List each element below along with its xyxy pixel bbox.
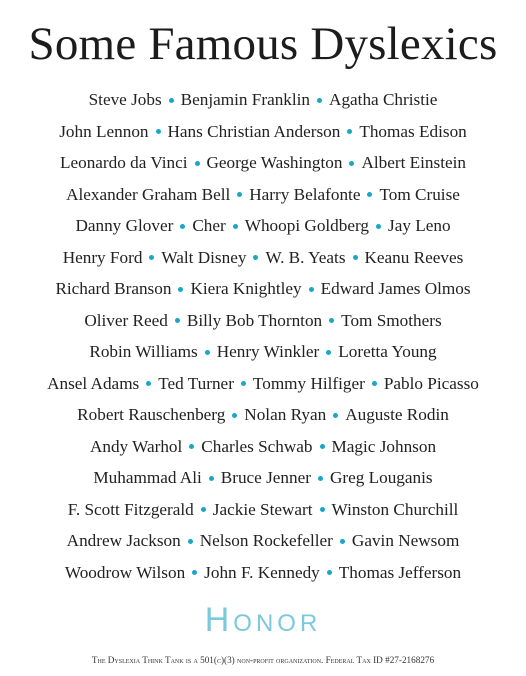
person-name: Woodrow Wilson [64, 562, 186, 582]
name-row [0, 116, 526, 148]
person-name: Richard Branson [55, 279, 172, 298]
person-name: Hans Christian Anderson [167, 121, 341, 141]
person-name: Leonardo da Vinci [59, 153, 188, 172]
separator-dot-icon [205, 350, 210, 355]
name-row [0, 494, 526, 526]
person-name: Tom Smothers [341, 310, 442, 330]
person-name: Thomas Edison [359, 121, 467, 141]
name-row [0, 431, 526, 463]
person-name: Kiera Knightley [190, 279, 302, 298]
separator-dot-icon [376, 224, 381, 229]
separator-dot-icon [347, 129, 352, 134]
separator-dot-icon [178, 287, 183, 292]
name-row [0, 462, 526, 494]
name-row [0, 336, 526, 368]
separator-dot-icon [367, 192, 372, 197]
separator-dot-icon [169, 98, 174, 103]
separator-dot-icon [253, 255, 258, 260]
person-name: Andrew Jackson [66, 531, 181, 550]
person-name: Robert Rauschenberg [77, 405, 226, 424]
separator-dot-icon [353, 255, 358, 260]
separator-dot-icon [156, 129, 161, 134]
separator-dot-icon [180, 224, 185, 229]
person-name: Henry Winkler [216, 342, 320, 361]
person-name: Tom Cruise [379, 184, 460, 204]
person-name: Agatha Christie [329, 90, 438, 109]
person-name: George Washington [206, 153, 343, 172]
person-name: Alexander Graham Bell [66, 184, 231, 204]
person-name: Ansel Adams [47, 373, 140, 393]
separator-dot-icon [233, 224, 238, 229]
person-name: John Lennon [59, 121, 149, 141]
footer-note: The Dyslexia Think Tank is a 501(c)(3) non-profit organization. Federal Tax ID #27-2168276 [91, 655, 435, 665]
separator-dot-icon [372, 381, 377, 386]
person-name: Albert Einstein [361, 153, 466, 172]
separator-dot-icon [318, 476, 323, 481]
person-name: Keanu Reeves [364, 247, 464, 267]
separator-dot-icon [333, 413, 338, 418]
brand-text: Honor [204, 601, 322, 639]
person-name: Tommy Hilfiger [252, 373, 365, 393]
separator-dot-icon [209, 476, 214, 481]
separator-dot-icon [232, 413, 237, 418]
person-name: Andy Warhol [89, 436, 183, 456]
person-name: Greg Louganis [329, 468, 433, 487]
separator-dot-icon [327, 570, 332, 575]
name-row [0, 179, 526, 211]
person-name: Winston Churchill [331, 499, 459, 519]
separator-dot-icon [329, 318, 334, 323]
person-name: Bruce Jenner [220, 468, 311, 487]
separator-dot-icon [192, 570, 197, 575]
person-name: Muhammad Ali [93, 468, 202, 487]
person-name: W. B. Yeats [265, 247, 346, 267]
separator-dot-icon [317, 98, 322, 103]
person-name: Pablo Picasso [383, 373, 479, 393]
person-name: Steve Jobs [88, 90, 162, 109]
name-row [0, 84, 526, 116]
person-name: Cher [192, 216, 226, 235]
brand-wordmark [0, 598, 526, 642]
name-row [0, 368, 526, 400]
names-list [0, 84, 526, 588]
person-name: F. Scott Fitzgerald [67, 499, 194, 519]
name-row [0, 557, 526, 589]
name-row [0, 147, 526, 179]
person-name: Nolan Ryan [244, 405, 327, 424]
person-name: Danny Glover [75, 216, 174, 235]
person-name: Loretta Young [338, 342, 437, 361]
person-name: Benjamin Franklin [180, 90, 311, 109]
separator-dot-icon [320, 507, 325, 512]
person-name: Harry Belafonte [249, 184, 361, 204]
person-name: Nelson Rockefeller [199, 531, 333, 550]
person-name: Thomas Jefferson [338, 562, 462, 582]
separator-dot-icon [201, 507, 206, 512]
separator-dot-icon [195, 161, 200, 166]
person-name: Henry Ford [62, 247, 143, 267]
separator-dot-icon [241, 381, 246, 386]
separator-dot-icon [349, 161, 354, 166]
separator-dot-icon [340, 539, 345, 544]
person-name: Gavin Newsom [351, 531, 460, 550]
name-row [0, 525, 526, 557]
separator-dot-icon [175, 318, 180, 323]
name-row [0, 399, 526, 431]
name-row [0, 242, 526, 274]
person-name: Auguste Rodin [345, 405, 449, 424]
person-name: Robin Williams [89, 342, 198, 361]
person-name: Ted Turner [158, 373, 234, 393]
separator-dot-icon [326, 350, 331, 355]
person-name: Jay Leno [388, 216, 451, 235]
person-name: John F. Kennedy [204, 562, 320, 582]
name-row [0, 273, 526, 305]
separator-dot-icon [309, 287, 314, 292]
person-name: Oliver Reed [84, 310, 168, 330]
person-name: Whoopi Goldberg [244, 216, 370, 235]
separator-dot-icon [320, 444, 325, 449]
separator-dot-icon [149, 255, 154, 260]
separator-dot-icon [237, 192, 242, 197]
person-name: Edward James Olmos [320, 279, 471, 298]
separator-dot-icon [146, 381, 151, 386]
person-name: Magic Johnson [331, 436, 437, 456]
name-row [0, 210, 526, 242]
separator-dot-icon [189, 444, 194, 449]
page-title: Some Famous Dyslexics [28, 18, 498, 70]
name-row [0, 305, 526, 337]
person-name: Billy Bob Thornton [186, 310, 323, 330]
person-name: Charles Schwab [201, 436, 313, 456]
person-name: Jackie Stewart [212, 499, 313, 519]
person-name: Walt Disney [161, 247, 247, 267]
separator-dot-icon [188, 539, 193, 544]
